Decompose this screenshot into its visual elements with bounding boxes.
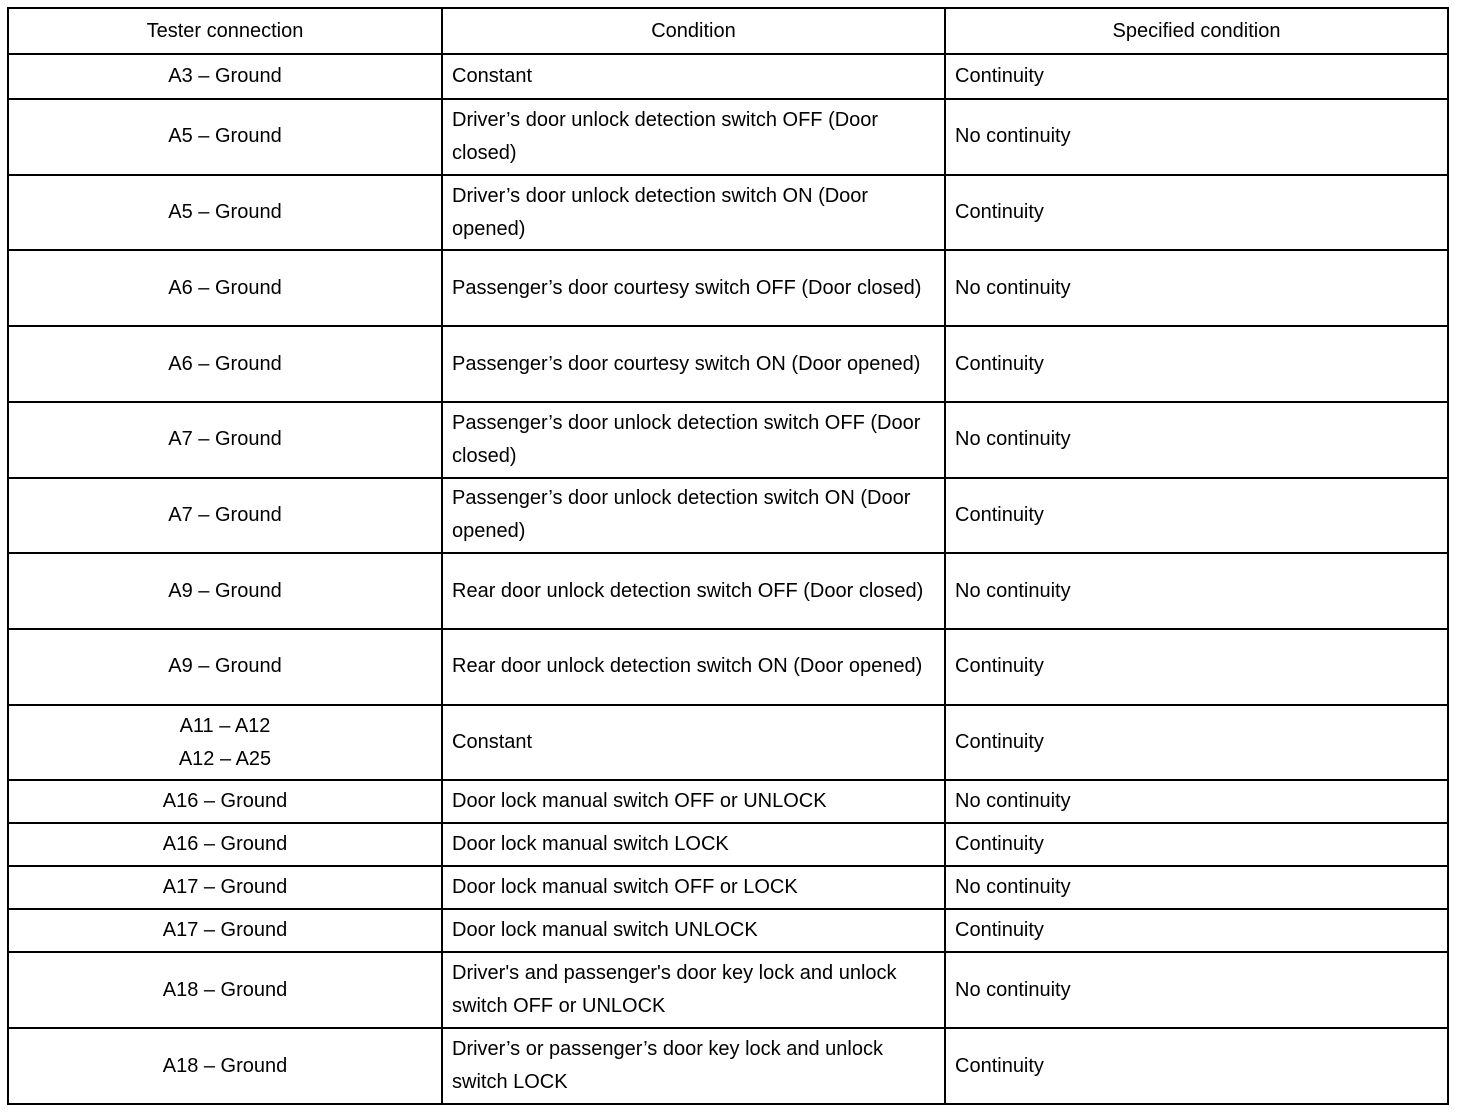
cell-tester-connection [8,175,442,251]
cell-condition: Passenger’s door courtesy switch ON (Door opened) [442,326,945,402]
cell-specified-condition: No continuity [945,402,1448,478]
table-row [8,780,1448,823]
table-header-row [8,8,1448,54]
tester-connection-text: A12 – A25 [178,747,272,770]
continuity-spec-table-container [7,7,1447,1105]
cell-specified-condition: Continuity [945,705,1448,781]
header-condition: Condition [442,8,945,54]
tester-connection-text: A6 – Ground [168,352,282,375]
cell-tester-connection [8,478,442,554]
cell-specified-condition: Continuity [945,629,1448,705]
cell-specified-condition: No continuity [945,553,1448,629]
tester-connection-text: A3 – Ground [168,65,282,87]
tester-connection-text: A7 – Ground [168,503,282,526]
table-row [8,705,1448,781]
cell-condition: Door lock manual switch LOCK [442,823,945,866]
table-row [8,478,1448,554]
cell-tester-connection [8,780,442,823]
cell-condition: Rear door unlock detection switch OFF (Door closed) [442,553,945,629]
cell-specified-condition: No continuity [945,780,1448,823]
table-row [8,1028,1448,1104]
tester-connection-text: A16 – Ground [162,790,288,813]
cell-condition: Driver’s door unlock detection switch ON (Door opened) [442,175,945,251]
tester-connection-text: A16 – Ground [162,833,288,856]
table-row [8,99,1448,175]
cell-tester-connection [8,553,442,629]
cell-tester-connection [8,326,442,402]
table-row [8,952,1448,1028]
header-tester-connection: Tester connection [8,8,442,54]
header-specified-condition: Specified condition [945,8,1448,54]
cell-tester-connection [8,952,442,1028]
cell-condition: Rear door unlock detection switch ON (Door opened) [442,629,945,705]
table-row [8,909,1448,952]
cell-condition: Driver’s door unlock detection switch OFF (Door closed) [442,99,945,175]
cell-condition: Constant [442,705,945,781]
cell-specified-condition: No continuity [945,250,1448,326]
table-row [8,250,1448,326]
cell-tester-connection [8,1028,442,1104]
cell-condition: Door lock manual switch OFF or LOCK [442,866,945,909]
table-row [8,823,1448,866]
cell-tester-connection [8,99,442,175]
cell-tester-connection [8,823,442,866]
tester-connection-text: A11 – A12 [179,714,271,737]
tester-connection-text: A18 – Ground [162,978,288,1001]
table-row [8,629,1448,705]
table-row [8,326,1448,402]
cell-specified-condition: Continuity [945,823,1448,866]
cell-specified-condition: Continuity [945,175,1448,251]
tester-connection-text: A5 – Ground [168,201,282,224]
cell-condition: Driver’s or passenger’s door key lock and unlock switch LOCK [442,1028,945,1104]
cell-specified-condition: No continuity [945,952,1448,1028]
cell-condition: Passenger’s door unlock detection switch OFF (Door closed) [442,402,945,478]
tester-connection-text: A9 – Ground [168,655,282,678]
cell-specified-condition: No continuity [945,99,1448,175]
table-row [8,402,1448,478]
cell-specified-condition: Continuity [945,909,1448,952]
cell-condition: Driver's and passenger's door key lock and unlock switch OFF or UNLOCK [442,952,945,1028]
cell-condition: Passenger’s door courtesy switch OFF (Door closed) [442,250,945,326]
tester-connection-text: A17 – Ground [162,919,288,942]
table-row [8,54,1448,99]
cell-tester-connection [8,629,442,705]
cell-condition: Passenger’s door unlock detection switch ON (Door opened) [442,478,945,554]
table-row [8,553,1448,629]
cell-specified-condition: Continuity [945,326,1448,402]
tester-connection-text: A18 – Ground [162,1054,288,1077]
tester-connection-text: A6 – Ground [168,276,282,299]
cell-tester-connection [8,705,442,781]
cell-condition: Door lock manual switch OFF or UNLOCK [442,780,945,823]
cell-condition: Constant [442,54,945,99]
tester-connection-text: A7 – Ground [168,428,282,451]
cell-specified-condition: No continuity [945,866,1448,909]
tester-connection-text: A9 – Ground [168,579,282,602]
table-row [8,866,1448,909]
tester-connection-text: A5 – Ground [168,125,282,148]
tester-connection-text: A17 – Ground [162,876,288,899]
cell-condition: Door lock manual switch UNLOCK [442,909,945,952]
cell-specified-condition: Continuity [945,1028,1448,1104]
cell-tester-connection [8,54,442,99]
cell-specified-condition: Continuity [945,478,1448,554]
cell-tester-connection [8,250,442,326]
cell-specified-condition: Continuity [945,54,1448,99]
cell-tester-connection [8,909,442,952]
cell-tester-connection [8,866,442,909]
continuity-spec-table [7,7,1449,1105]
table-row [8,175,1448,251]
cell-tester-connection [8,402,442,478]
